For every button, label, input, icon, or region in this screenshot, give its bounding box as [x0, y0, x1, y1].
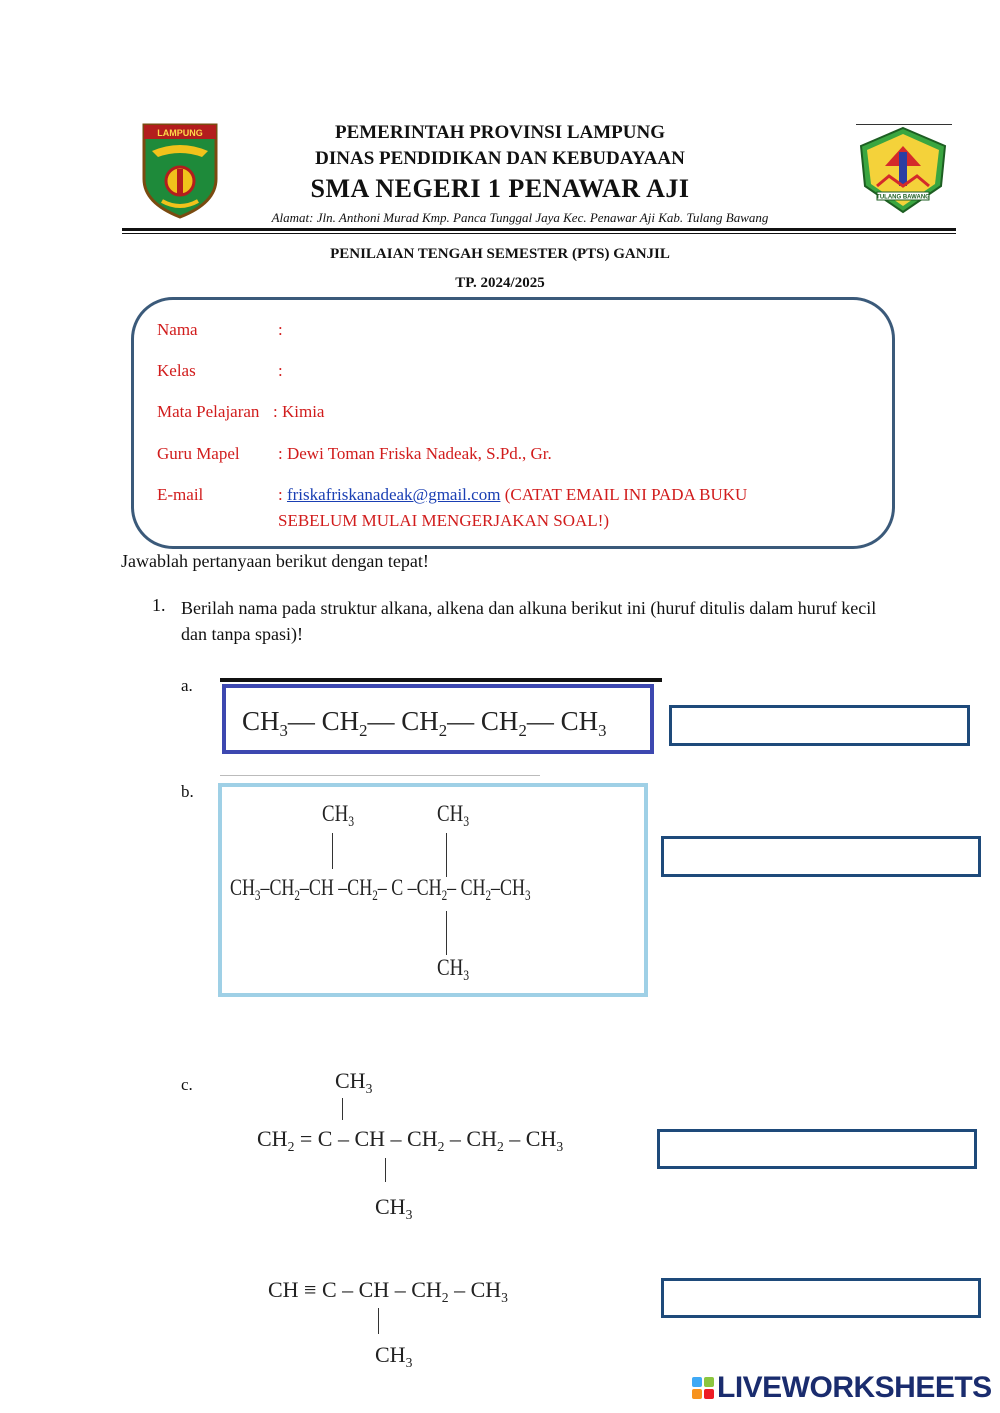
structure-b-bond-3	[446, 911, 447, 955]
structure-c-main-chain: $CH_2 = C$ – CH – $CH_2 - CH_2 - CH_3$	[257, 1126, 564, 1154]
header-rule-thick	[122, 228, 956, 231]
answer-box-d[interactable]	[661, 1278, 981, 1318]
email-prefix: :	[278, 485, 287, 504]
structure-b-ch3-top-2: $CH_3$	[437, 801, 470, 830]
nama-value: :	[278, 320, 283, 339]
structure-b-bond-2	[446, 833, 447, 877]
structure-c-ch3-bottom: $CH_3$	[375, 1194, 413, 1222]
structure-a-frame	[222, 684, 654, 754]
liveworksheets-icon	[692, 1377, 714, 1399]
school-name: SMA NEGERI 1 PENAWAR AJI	[310, 174, 690, 203]
kelas-label: Kelas	[157, 361, 196, 380]
structure-b-ch3-top-1: $CH_3$	[322, 801, 355, 830]
answer-box-b[interactable]	[661, 836, 981, 877]
label-c: c.	[181, 1075, 193, 1094]
answer-box-c[interactable]	[657, 1129, 977, 1169]
header-government: PEMERINTAH PROVINSI LAMPUNG	[334, 122, 666, 143]
guru-label: Guru Mapel	[157, 444, 240, 463]
header-rule-thin	[122, 233, 956, 234]
mapel-value: : Kimia	[273, 402, 325, 421]
mapel-label: Mata Pelajaran	[157, 402, 260, 421]
structure-d-bond	[378, 1308, 379, 1334]
exam-title: PENILAIAN TENGAH SEMESTER (PTS) GANJIL	[330, 246, 670, 262]
exam-year: TP. 2024/2025	[455, 275, 545, 291]
structure-d-main-chain: CH ≡ C – CH – $CH_2 - CH_3$	[268, 1277, 508, 1305]
header-department: DINAS PENDIDIKAN DAN KEBUDAYAAN	[315, 148, 685, 169]
guru-value: : Dewi Toman Friska Nadeak, S.Pd., Gr.	[278, 444, 552, 463]
structure-d-ch3-bottom: $CH_3$	[375, 1342, 413, 1370]
svg-text:TULANG BAWANG: TULANG BAWANG	[876, 194, 930, 201]
nama-label: Nama	[157, 320, 198, 339]
structure-b-ch3-bottom: $CH_3$	[437, 955, 470, 984]
svg-text:LAMPUNG: LAMPUNG	[157, 128, 203, 138]
email-label: E-mail	[157, 485, 204, 504]
structure-b-main-chain: $CH_3-CH_2-CH$ $-CH_2-$ C $-CH_2-$ $CH_2-CH_3$	[230, 875, 531, 904]
structure-a-top-rule	[220, 678, 662, 682]
email-note: (CATAT EMAIL INI PADA BUKU	[500, 485, 748, 504]
instruction: Jawablah pertanyaan berikut dengan tepat!	[121, 551, 429, 571]
label-b: b.	[181, 782, 194, 801]
email-note-2: SEBELUM MULAI MENGERJAKAN SOAL!)	[278, 511, 610, 530]
structure-c-bond-top	[342, 1098, 343, 1120]
structure-c-ch3-top: $CH_3$	[335, 1068, 373, 1096]
school-address: Alamat: Jln. Anthoni Murad Kmp. Panca Tunggal Jaya Kec. Penawar Aji Kab. Tulang Bawang	[271, 210, 769, 225]
answer-box-a[interactable]	[669, 705, 970, 746]
structure-a-formula: $CH_3—$ $CH_2—$ $CH_2—$ $CH_2—$ $CH_3$	[242, 706, 607, 740]
label-a: a.	[181, 676, 193, 695]
structure-b-bond-1	[332, 833, 333, 869]
email-link[interactable]: friskafriskanadeak@gmail.com	[286, 485, 501, 504]
liveworksheets-logo[interactable]	[692, 1371, 992, 1405]
structure-b-top-rule	[220, 775, 540, 776]
liveworksheets-text: LIVEWORKSHEETS	[717, 1371, 992, 1404]
kelas-value: :	[278, 361, 283, 380]
structure-b-frame	[218, 783, 648, 997]
question-text: Berilah nama pada struktur alkana, alkena dan alkuna berikut ini (huruf ditulis dalam huruf kecil dan tanpa spasi)!	[181, 598, 877, 644]
email-value	[278, 485, 747, 505]
structure-c-bond-bottom	[385, 1158, 386, 1182]
question-number: 1.	[152, 595, 166, 615]
